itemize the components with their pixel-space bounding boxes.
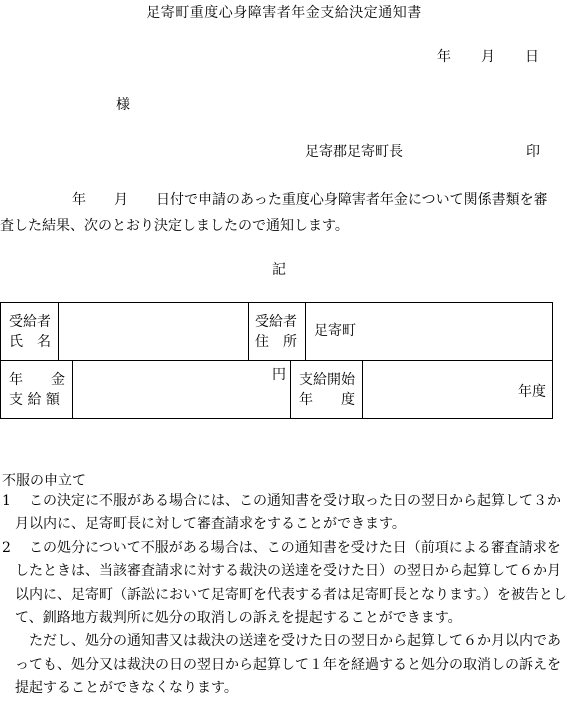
start-year-field[interactable]	[363, 361, 553, 419]
label-line: 受給者	[9, 314, 51, 330]
label-line: 氏 名	[9, 334, 51, 350]
issue-date	[437, 46, 539, 66]
recipient-table	[0, 302, 553, 361]
label-line: 年 金	[9, 372, 65, 388]
body-line-1: 年 月 日付で申請のあった重度心身障害者年金について関係書類を審	[72, 192, 548, 208]
label-line: 住 所	[255, 334, 297, 350]
recipient-honorific: 様	[116, 97, 130, 113]
document-title: 足寄町重度心身障害者年金支給決定通知書	[146, 5, 422, 21]
label-line: 受給者	[255, 314, 297, 330]
recipient-name-label	[1, 303, 59, 361]
label-line: 支給開始	[299, 372, 355, 388]
issuer-name: 足寄郡足寄町長	[305, 144, 403, 160]
label-line: 支 給 額	[9, 392, 60, 408]
amount-label	[1, 361, 73, 419]
item-text: この処分について不服がある場合は、この通知書を受けた日（前項による審査請求をしたときは、当該審査請求に対する裁決の送達を受けた日）の翌日から起算して６か月以内に、足寄町（訴訟において足寄町を代表する者は足寄町長となります。）を被告として、釧路地方裁判所に処分の取消しの訴えを提起することができます。	[15, 539, 567, 627]
appeal-item-2	[0, 537, 568, 631]
recipient-address-field[interactable]	[306, 303, 553, 361]
item-number: 1	[2, 493, 11, 509]
date-month: 月	[481, 49, 495, 65]
appeal-section	[0, 490, 568, 701]
amount-field[interactable]	[73, 361, 291, 419]
body-line-2: 査した結果、次のとおり決定しましたので通知します。	[0, 218, 349, 234]
amount-unit: 円	[272, 367, 286, 383]
label-line: 年 度	[299, 392, 355, 408]
start-year-unit: 年度	[518, 384, 546, 400]
date-day: 日	[525, 49, 539, 65]
appeal-heading: 不服の申立て	[2, 473, 86, 489]
body-text	[0, 187, 548, 239]
seal-mark: 印	[526, 144, 540, 160]
recipient-address-label	[249, 303, 306, 361]
ki-mark: 記	[272, 262, 286, 278]
item-text: この決定に不服がある場合には、この通知書を受け取った日の翌日から起算して３か月以内に、足寄町長に対して審査請求をすることができます。	[15, 493, 561, 533]
recipient-name-field[interactable]	[59, 303, 249, 361]
payment-table	[0, 360, 553, 419]
appeal-item-2-note: ただし、処分の通知書又は裁決の送達を受けた日の翌日から起算して６か月以内であっても、処分又は裁決の日の翌日から起算して１年を経過すると処分の取消しの訴えを提起することができなくなります。	[15, 633, 561, 697]
date-year: 年	[437, 49, 451, 65]
appeal-item-1	[0, 490, 568, 537]
start-year-label	[291, 361, 363, 419]
item-number: 2	[2, 539, 11, 556]
address-value: 足寄町	[314, 323, 356, 339]
